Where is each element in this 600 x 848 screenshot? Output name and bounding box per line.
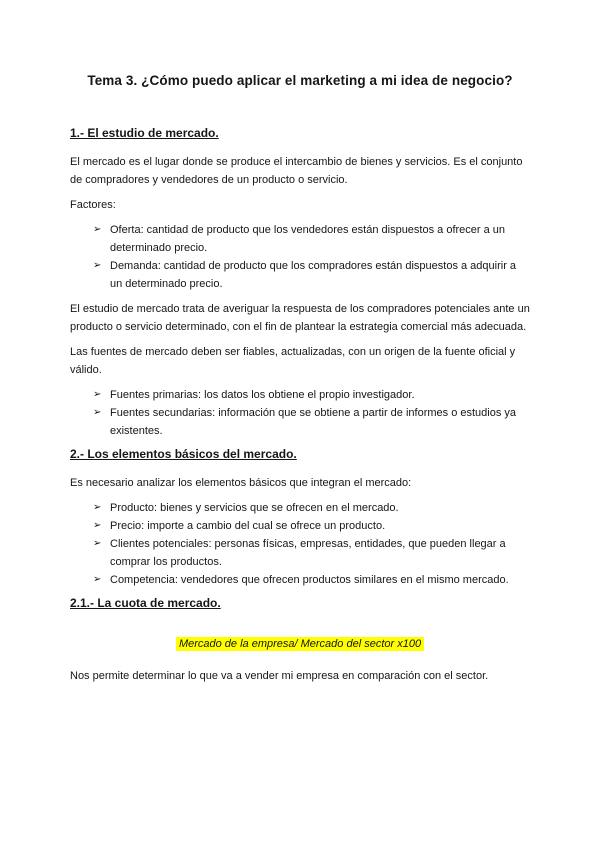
arrow-bullet-icon: ➢ bbox=[93, 520, 102, 531]
list-item bbox=[93, 517, 530, 535]
section-2-heading: 2.- Los elementos básicos del mercado. bbox=[70, 447, 297, 461]
sources-list bbox=[70, 386, 530, 440]
section-1-heading: 1.- El estudio de mercado. bbox=[70, 126, 219, 140]
list-item bbox=[93, 221, 530, 257]
arrow-bullet-icon: ➢ bbox=[93, 389, 102, 400]
list-item-text: Fuentes secundarias: información que se obtiene a partir de informes o estudios ya existentes. bbox=[110, 407, 517, 437]
paragraph-market-study: El estudio de mercado trata de averiguar la respuesta de los compradores potenciales ante un producto o servicio determinado, con el fin de plantear la estrategia comercial más adecuada. bbox=[70, 303, 530, 333]
list-item-text: Clientes potenciales: personas físicas, empresas, entidades, que pueden llegar a comprar los productos. bbox=[110, 538, 506, 568]
arrow-bullet-icon: ➢ bbox=[93, 538, 102, 549]
arrow-bullet-icon: ➢ bbox=[93, 260, 102, 271]
section-2-1-heading: 2.1.- La cuota de mercado. bbox=[70, 596, 221, 610]
elements-list bbox=[70, 499, 530, 589]
factors-list bbox=[70, 221, 530, 293]
list-item bbox=[93, 535, 530, 571]
arrow-bullet-icon: ➢ bbox=[93, 224, 102, 235]
formula-line bbox=[70, 635, 530, 653]
list-item bbox=[93, 499, 530, 517]
paragraph-market-share-conclusion: Nos permite determinar lo que va a vender mi empresa en comparación con el sector. bbox=[70, 670, 489, 682]
arrow-bullet-icon: ➢ bbox=[93, 407, 102, 418]
list-item bbox=[93, 257, 530, 293]
list-item-text: Oferta: cantidad de producto que los vendedores están dispuestos a ofrecer a un determinado precio. bbox=[110, 224, 506, 254]
paragraph-factors-label: Factores: bbox=[70, 199, 116, 211]
list-item-text: Producto: bienes y servicios que se ofrecen en el mercado. bbox=[110, 502, 399, 514]
arrow-bullet-icon: ➢ bbox=[93, 502, 102, 513]
list-item-text: Precio: importe a cambio del cual se ofrece un producto. bbox=[110, 520, 386, 532]
document-title: Tema 3. ¿Cómo puedo aplicar el marketing a mi idea de negocio? bbox=[87, 73, 513, 88]
list-item-text: Demanda: cantidad de producto que los compradores están dispuestos a adquirir a un determinado precio. bbox=[110, 260, 517, 290]
list-item-text: Fuentes primarias: los datos los obtiene el propio investigador. bbox=[110, 389, 415, 401]
paragraph-market-definition: El mercado es el lugar donde se produce el intercambio de bienes y servicios. Es el conjunto de compradores y vendedores de un producto o servicio. bbox=[70, 156, 523, 186]
list-item bbox=[93, 404, 530, 440]
paragraph-market-sources: Las fuentes de mercado deben ser fiables, actualizadas, con un origen de la fuente oficial y válido. bbox=[70, 346, 516, 376]
list-item-text: Competencia: vendedores que ofrecen productos similares en el mismo mercado. bbox=[110, 574, 509, 586]
market-share-formula: Mercado de la empresa/ Mercado del sector x100 bbox=[176, 637, 424, 651]
list-item bbox=[93, 571, 530, 589]
arrow-bullet-icon: ➢ bbox=[93, 574, 102, 585]
paragraph-elements-intro: Es necesario analizar los elementos básicos que integran el mercado: bbox=[70, 477, 412, 489]
list-item bbox=[93, 386, 530, 404]
